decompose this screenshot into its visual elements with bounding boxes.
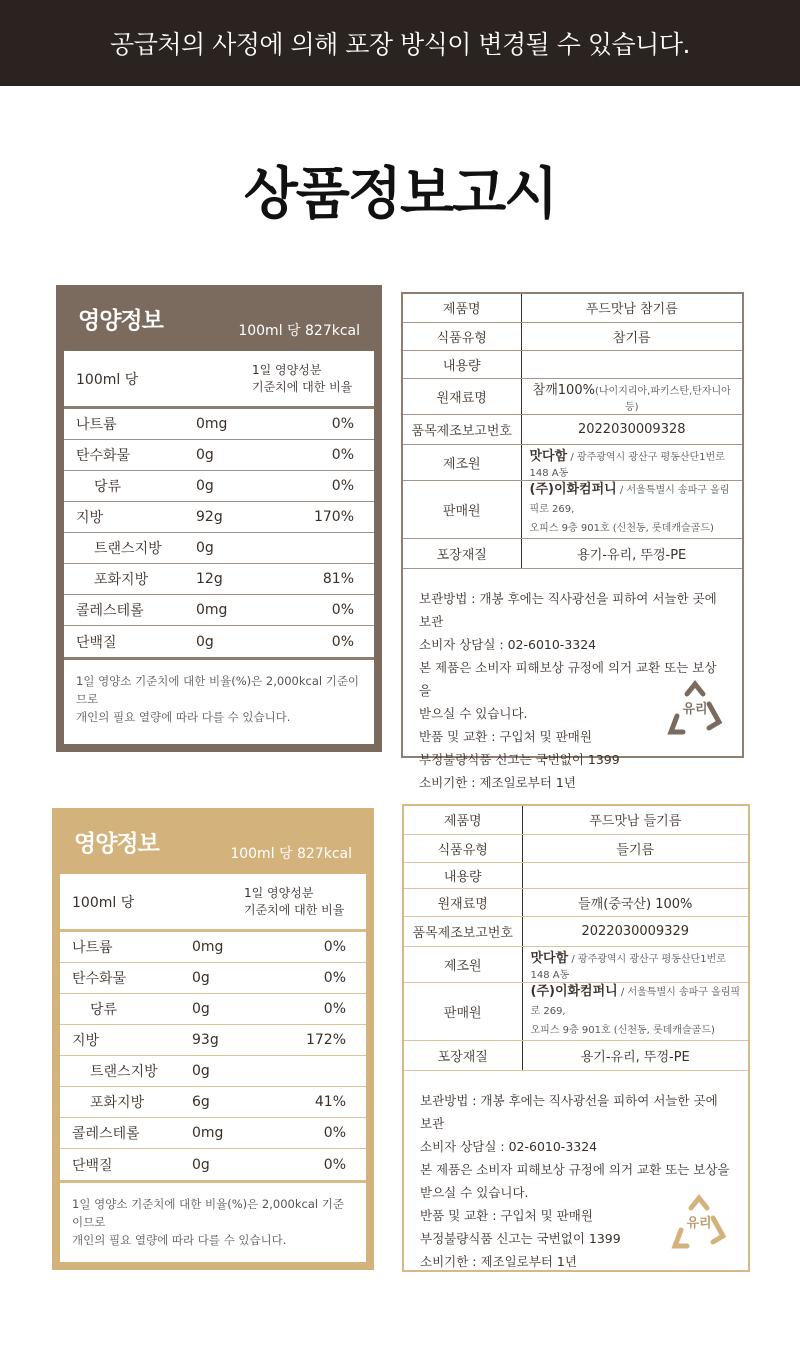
nutrient-name: 나트륨: [76, 417, 117, 433]
info-key: 식품유형: [404, 834, 522, 862]
nutrition-row: [64, 502, 374, 533]
info-key: 내용량: [403, 350, 521, 378]
note-line: 본 제품은 소비자 피해보상 규정에 의거 교환 또는 보상을: [420, 1161, 730, 1177]
nutrient-percent: 0%: [323, 1125, 346, 1141]
nutrient-name: 포화지방: [94, 572, 149, 588]
note-line: 부정불량식품 신고는 국번없이 1399: [420, 1230, 621, 1246]
info-key: 품목제조보고번호: [404, 916, 522, 946]
nutrition-row: [60, 994, 366, 1025]
info-row: [404, 888, 748, 916]
seller-name: (주)이화컴퍼니: [529, 481, 617, 497]
info-key: 포장재질: [403, 538, 521, 568]
nutrient-percent: 0%: [323, 1156, 346, 1173]
nutrition-row: [60, 1056, 366, 1087]
nutrition-row: [64, 440, 374, 471]
nutrition-title: 영양정보: [78, 307, 163, 334]
daily-value-line-2: 기준치에 대한 비율: [252, 379, 353, 394]
info-row: [404, 862, 748, 888]
info-row: [404, 1040, 748, 1070]
note-line: 소비기한 : 제조일로부터 1년: [420, 1253, 577, 1269]
note-line: 소비자 상담실 : 02-6010-3324: [419, 636, 597, 652]
nutrient-amount: 0g: [192, 970, 210, 986]
note-line: 보관방법 : 개봉 후에는 직사광선을 피하여 서늘한 곳에 보관: [419, 590, 717, 629]
nutrition-row: [60, 1025, 366, 1056]
recycle-label: 유리: [682, 702, 708, 717]
nutrient-percent: 81%: [322, 571, 354, 587]
nutrient-percent: 172%: [305, 1032, 346, 1048]
info-key: 판매원: [403, 480, 521, 538]
info-value: 참기름: [521, 322, 742, 350]
nutrient-amount: 0g: [196, 478, 214, 494]
info-value: 2022030009329: [522, 916, 748, 946]
ingredient-main: 참깨100%: [532, 382, 595, 398]
nutrient-amount: 0g: [192, 1156, 210, 1173]
footnote-line-2: 개인의 필요 열량에 따라 다를 수 있습니다.: [76, 710, 291, 724]
nutrition-row: [60, 1149, 366, 1180]
footnote-line-2: 개인의 필요 열량에 따라 다를 수 있습니다.: [72, 1233, 287, 1247]
note-line: 보관방법 : 개봉 후에는 직사광선을 피하여 서늘한 곳에 보관: [420, 1092, 718, 1131]
note-line: 부정불량식품 신고는 국번없이 1399: [419, 751, 620, 767]
info-key: 제품명: [404, 806, 522, 834]
recycle-glass-icon: [669, 1194, 729, 1254]
nutrient-name: 단백질: [76, 634, 117, 651]
nutrition-row: [60, 1118, 366, 1149]
daily-value-line-2: 기준치에 대한 비율: [244, 902, 345, 917]
info-value: [522, 946, 748, 982]
info-row: [403, 444, 742, 480]
nutrient-amount: 6g: [192, 1094, 210, 1110]
info-row: [404, 834, 748, 862]
info-value: 용기-유리, 뚜껑-PE: [521, 538, 742, 568]
seller-address-1: / 서울특별시 송파구 올림픽로 269,: [529, 484, 730, 515]
info-value: 푸드맛남 참기름: [521, 294, 742, 322]
product-info-table: [403, 294, 742, 569]
info-value: [522, 862, 748, 888]
ingredient-main: 들깨(중국산) 100%: [578, 896, 693, 912]
nutrition-header: [52, 808, 374, 874]
note-line: 받으실 수 있습니다.: [420, 1184, 529, 1200]
page-title: 상품정보고시: [243, 162, 557, 227]
daily-value-line-1: 1일 영양성분: [252, 362, 322, 377]
nutrient-name: 지방: [72, 1033, 100, 1049]
maker-address: / 광주광역시 광산구 평동산단1번로 148 A동: [530, 953, 726, 981]
info-value: 푸드맛남 들기름: [522, 806, 748, 834]
nutrient-name: 트랜스지방: [94, 541, 162, 557]
product-info-perilla: [402, 804, 750, 1272]
info-key: 제조원: [403, 444, 521, 480]
nutrient-name: 당류: [94, 479, 122, 495]
info-key: 원재료명: [403, 378, 521, 414]
maker-name: 맛다함: [529, 448, 568, 464]
notice-banner: 공급처의 사정에 의해 포장 방식이 변경될 수 있습니다.: [0, 0, 800, 86]
nutrient-amount: 0g: [192, 1063, 210, 1079]
info-row: [403, 322, 742, 350]
info-row: [403, 294, 742, 322]
seller-address-2: 오피스 9층 901호 (신천동, 롯데캐슬골드): [529, 522, 714, 534]
nutrient-amount: 0mg: [196, 602, 228, 618]
nutrient-amount: 0mg: [196, 416, 228, 432]
nutrition-row: [64, 626, 374, 657]
nutrition-panel-perilla: [52, 808, 374, 1270]
note-line: 반품 및 교환 : 구입처 및 판매원: [420, 1207, 593, 1223]
nutrient-amount: 92g: [196, 509, 223, 525]
info-row: [403, 414, 742, 444]
nutrient-amount: 0g: [196, 540, 214, 556]
nutrient-amount: 12g: [196, 571, 223, 587]
info-key: 품목제조보고번호: [403, 414, 521, 444]
daily-value-line-1: 1일 영양성분: [244, 885, 314, 900]
product-info-sesame: [401, 292, 744, 790]
info-value: [521, 480, 742, 538]
nutrition-row: [60, 1087, 366, 1118]
nutrient-amount: 0mg: [192, 939, 224, 955]
nutrition-row: [60, 963, 366, 994]
nutrition-row: [64, 595, 374, 626]
daily-value-label: [244, 885, 354, 919]
seller-name: (주)이화컴퍼니: [530, 983, 618, 999]
info-row: [404, 916, 748, 946]
nutrient-percent: 0%: [323, 939, 346, 955]
note-line: 반품 및 교환 : 구입처 및 판매원: [419, 728, 592, 744]
nutrient-amount: 0g: [196, 447, 214, 463]
per-serving-label: 100ml 당: [76, 371, 139, 388]
info-value: 2022030009328: [521, 414, 742, 444]
info-key: 내용량: [404, 862, 522, 888]
nutrient-percent: 0%: [331, 416, 354, 432]
info-key: 식품유형: [403, 322, 521, 350]
nutrient-name: 콜레스테롤: [72, 1126, 140, 1142]
info-value: [521, 444, 742, 480]
nutrition-footnote: [60, 1180, 366, 1249]
note-line: 소비기한 : 제조일로부터 1년: [419, 774, 576, 790]
info-value: 들기름: [522, 834, 748, 862]
nutrient-percent: 0%: [323, 970, 346, 986]
nutrition-body: [60, 874, 366, 1262]
info-key: 제조원: [404, 946, 522, 982]
nutrient-name: 단백질: [72, 1157, 113, 1174]
info-row: [404, 982, 748, 1040]
footnote-line-1: 1일 영양소 기준치에 대한 비율(%)은 2,000kcal 기준이므로: [72, 1197, 344, 1229]
footnote-line-1: 1일 영양소 기준치에 대한 비율(%)은 2,000kcal 기준이므로: [76, 674, 360, 706]
nutrition-footnote: [64, 657, 374, 726]
recycle-label: 유리: [686, 1216, 712, 1231]
nutrient-percent: 41%: [314, 1094, 346, 1110]
nutrient-name: 탄수화물: [76, 448, 131, 464]
nutrient-amount: 0g: [196, 633, 214, 650]
seller-address-2: 오피스 9층 901호 (신천동, 롯데캐슬골드): [530, 1024, 715, 1036]
nutrient-amount: 0g: [192, 1001, 210, 1017]
nutrient-amount: 0mg: [192, 1125, 224, 1141]
info-key: 제품명: [403, 294, 521, 322]
note-line: 받으실 수 있습니다.: [419, 705, 528, 721]
nutrition-column-header: [60, 874, 366, 932]
nutrient-percent: 170%: [313, 509, 354, 525]
maker-address: / 광주광역시 광산구 평동산단1번로 148 A동: [529, 451, 725, 479]
nutrition-serving: 100ml 당 827kcal: [230, 846, 352, 862]
nutrient-percent: 0%: [331, 633, 354, 650]
info-row: [403, 538, 742, 568]
info-row: [404, 806, 748, 834]
nutrient-percent: 0%: [331, 447, 354, 463]
info-key: 판매원: [404, 982, 522, 1040]
nutrient-name: 나트륨: [72, 940, 113, 956]
info-row: [403, 350, 742, 378]
nutrition-column-header: [64, 351, 374, 409]
nutrition-header: [56, 285, 382, 351]
info-value: [522, 982, 748, 1040]
info-value: [522, 888, 748, 916]
ingredient-origin: (나이지리아,파키스탄,탄자니아 등): [594, 385, 731, 413]
nutrition-row: [64, 564, 374, 595]
nutrition-row: [64, 409, 374, 440]
product-info-table: [404, 806, 748, 1071]
nutrition-row: [64, 533, 374, 564]
recycle-glass-icon: [665, 680, 725, 740]
daily-value-label: [252, 362, 362, 396]
maker-name: 맛다함: [530, 950, 569, 966]
nutrient-name: 콜레스테롤: [76, 603, 144, 619]
nutrition-row: [64, 471, 374, 502]
nutrient-name: 트랜스지방: [90, 1064, 158, 1080]
nutrient-percent: 0%: [331, 478, 354, 494]
info-value: [521, 350, 742, 378]
nutrition-panel-sesame: [56, 285, 382, 752]
note-line: 본 제품은 소비자 피해보상 규정에 의거 교환 또는 보상을: [419, 659, 717, 698]
nutrient-percent: 0%: [323, 1001, 346, 1017]
info-row: [404, 946, 748, 982]
nutrition-body: [64, 351, 374, 744]
nutrition-row: [60, 932, 366, 963]
nutrient-name: 탄수화물: [72, 971, 127, 987]
info-value: 용기-유리, 뚜껑-PE: [522, 1040, 748, 1070]
nutrient-name: 당류: [90, 1002, 118, 1018]
note-line: 소비자 상담실 : 02-6010-3324: [420, 1138, 598, 1154]
nutrient-percent: 0%: [331, 602, 354, 618]
nutrition-serving: 100ml 당 827kcal: [238, 323, 360, 339]
seller-address-1: / 서울특별시 송파구 올림픽로 269,: [530, 986, 741, 1017]
nutrient-name: 포화지방: [90, 1095, 145, 1111]
nutrition-title: 영양정보: [74, 830, 159, 857]
info-key: 포장재질: [404, 1040, 522, 1070]
info-key: 원재료명: [404, 888, 522, 916]
info-value: [521, 378, 742, 414]
info-row: [403, 378, 742, 414]
per-serving-label: 100ml 당: [72, 894, 135, 911]
nutrient-name: 지방: [76, 510, 104, 526]
info-row: [403, 480, 742, 538]
nutrient-amount: 93g: [192, 1032, 219, 1048]
